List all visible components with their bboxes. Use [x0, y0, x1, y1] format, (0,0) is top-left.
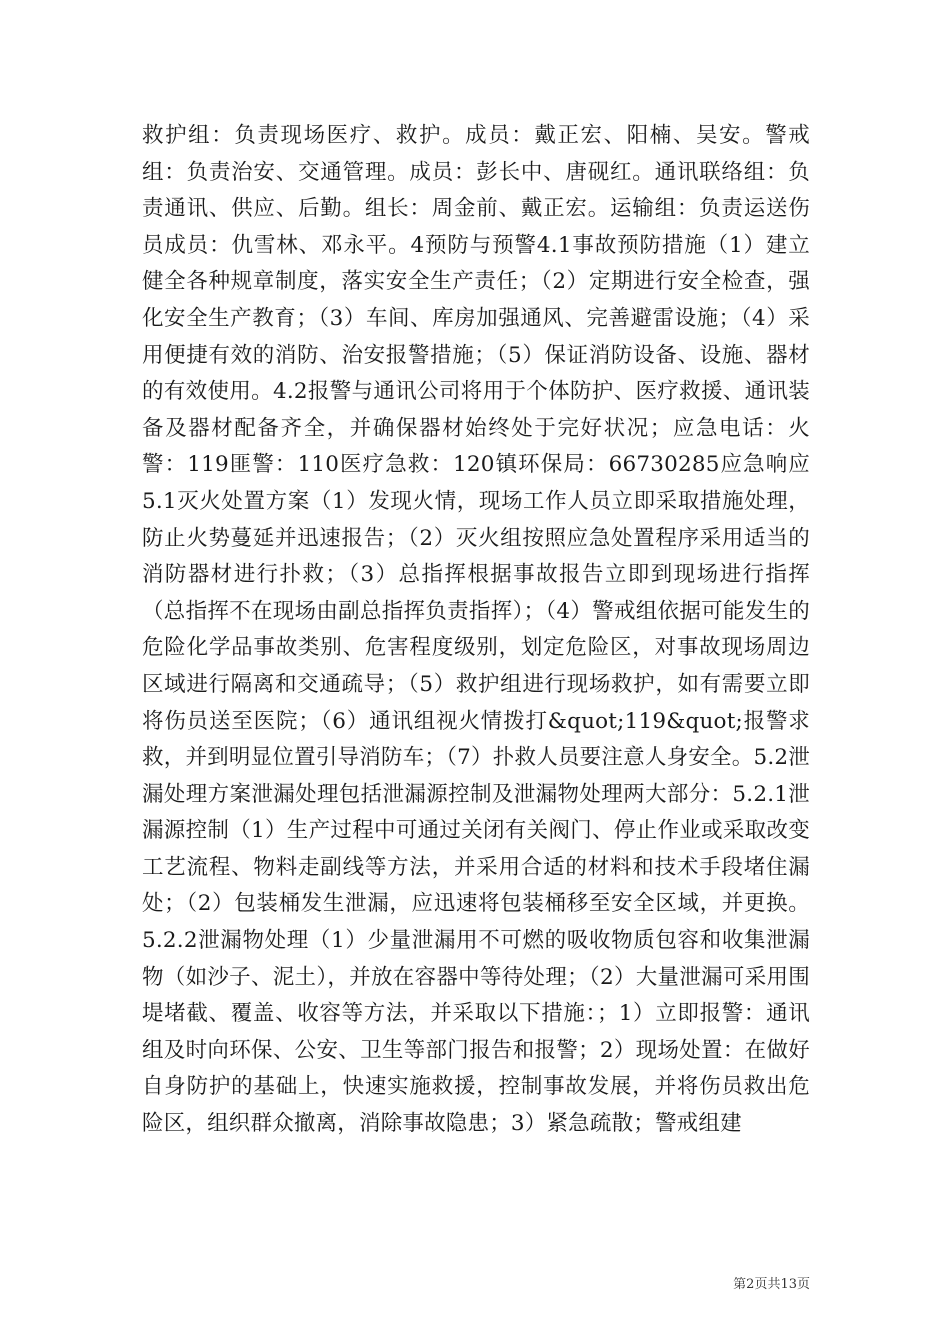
body-paragraph: 救护组：负责现场医疗、救护。成员：戴正宏、阳楠、吴安。警戒组：负责治安、交通管理。成员：彭长中、唐砚红。通讯联络组：负责通讯、供应、后勤。组长：周金前、戴正宏。运输组：负责运送伤员成员：仇雪林、邓永平。4预防与预警4.1事故预防措施（1）建立健全各种规章制度，落实安全生产责任；（2）定期进行安全检查，强化安全生产教育；（3）车间、库房加强通风、完善避雷设施；（4）采用便捷有效的消防、治安报警措施；（5）保证消防设备、设施、器材的有效使用。4.2报警与通讯公司将用于个体防护、医疗救援、通讯装备及器材配备齐全，并确保器材始终处于完好状况；应急电话：火警：119匪警：110医疗急救：120镇环保局：66730285应急响应5.1灭火处置方案（1）发现火情，现场工作人员立即采取措施处理，防止火势蔓延并迅速报告；（2）灭火组按照应急处置程序采用适当的消防器材进行扑救；（3）总指挥根据事故报告立即到现场进行指挥（总指挥不在现场由副总指挥负责指挥）；（4）警戒组依据可能发生的危险化学品事故类别、危害程度级别，划定危险区，对事故现场周边区域进行隔离和交通疏导；（5）救护组进行现场救护，如有需要立即将伤员送至医院；（6）通讯组视火情拨打&quot;119&quot;报警求救，并到明显位置引导消防车；（7）扑救人员要注意人身安全。5.2泄漏处理方案泄漏处理包括泄漏源控制及泄漏物处理两大部分：5.2.1泄漏源控制（1）生产过程中可通过关闭有关阀门、停止作业或采取改变工艺流程、物料走副线等方法，并采用合适的材料和技术手段堵住漏处；（2）包装桶发生泄漏，应迅速将包装桶移至安全区域，并更换。5.2.2泄漏物处理（1）少量泄漏用不可燃的吸收物质包容和收集泄漏物（如沙子、泥土），并放在容器中等待处理；（2）大量泄漏可采用围堤堵截、覆盖、收容等方法，并采取以下措施：；1）立即报警：通讯组及时向环保、公安、卫生等部门报告和报警；2）现场处置：在做好自身防护的基础上，快速实施救援，控制事故发展，并将伤员救出危险区，组织群众撤离，消除事故隐患；3）紧急疏散；警戒组建	[142, 123, 810, 1137]
page-number-footer: 第2页共13页	[733, 1277, 810, 1292]
